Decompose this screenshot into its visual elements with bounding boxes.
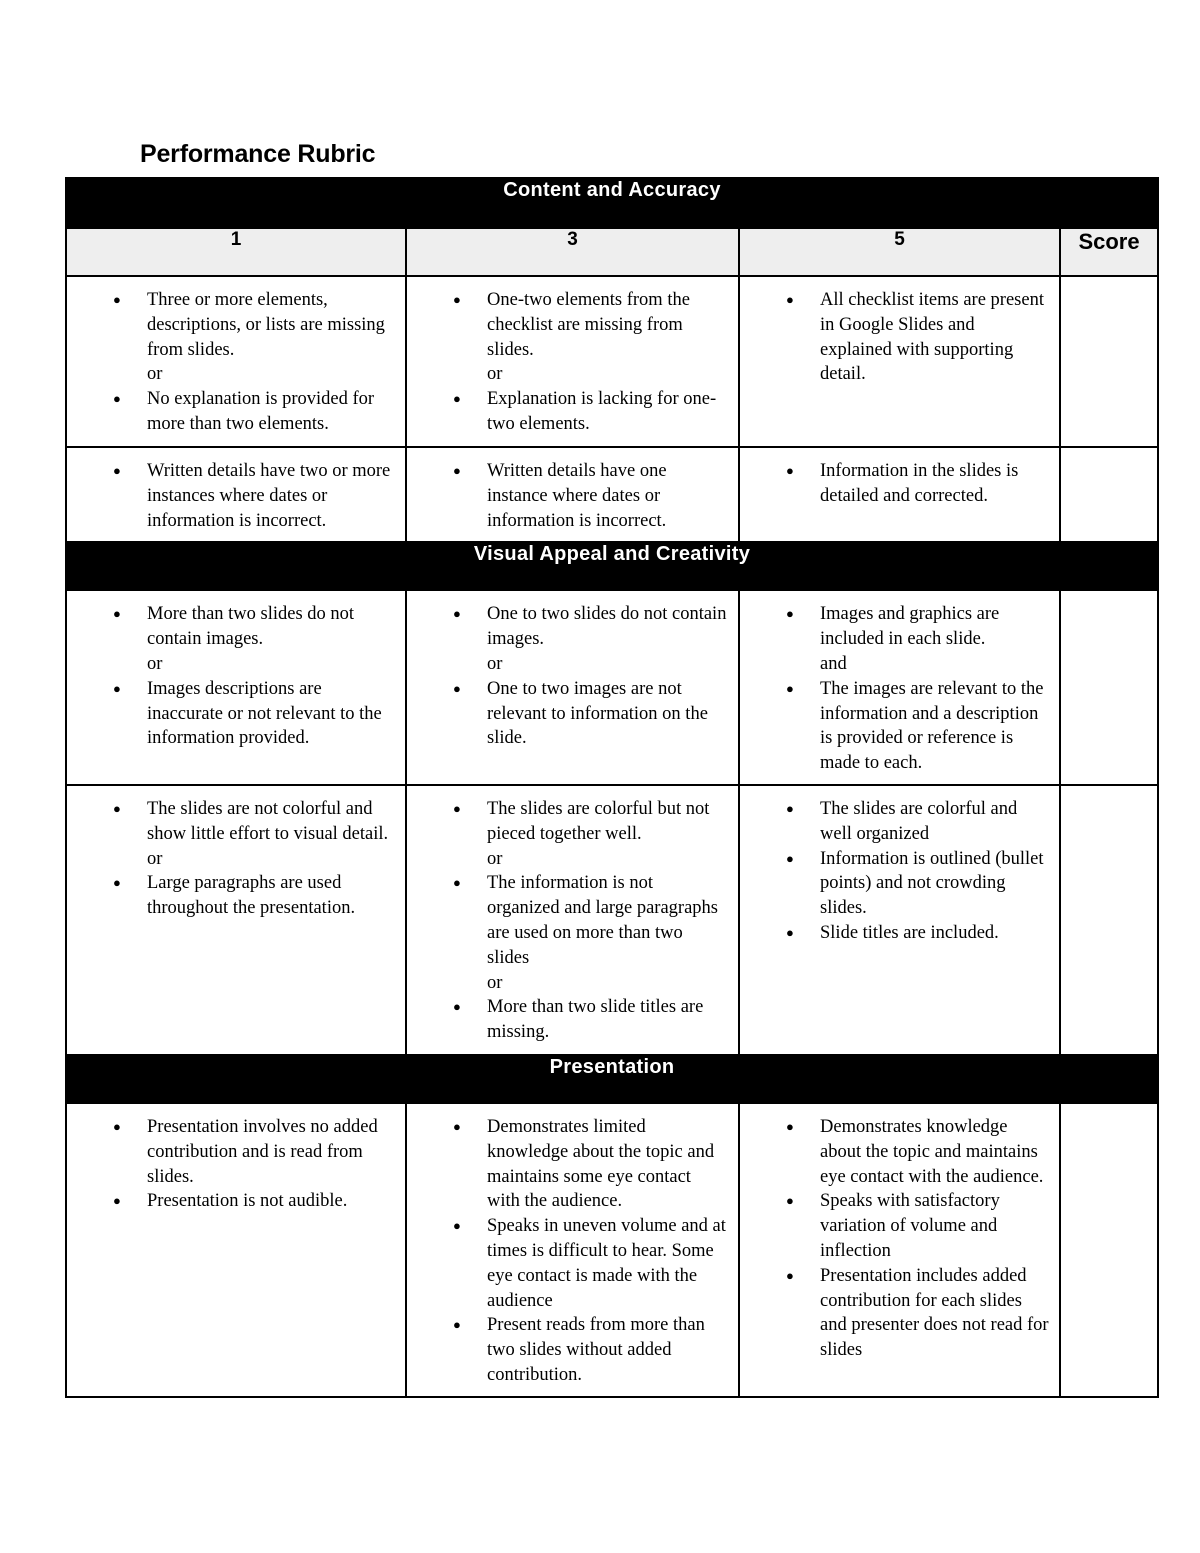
column-header-row	[66, 228, 1158, 276]
criteria-row	[66, 447, 1158, 542]
section-title: Presentation	[66, 1055, 1158, 1103]
criteria-bullet-item: ● No explanation is provided for more than two elements.	[67, 387, 395, 437]
criteria-bullet-item: ● Speaks with satisfactory variation of volume and inflection	[740, 1189, 1049, 1263]
criteria-bullet-item: ● Images descriptions are inaccurate or not relevant to the information provided.	[67, 677, 395, 751]
conjunction-text: or	[147, 653, 163, 674]
criteria-bullet-item: ● Written details have two or more instances where dates or information is incorrect.	[67, 459, 395, 533]
criteria-cell-level-3	[406, 1103, 739, 1397]
score-cell[interactable]	[1060, 276, 1158, 447]
score-cell[interactable]	[1060, 1103, 1158, 1397]
criteria-bullet-item: ● The slides are not colorful and show little effort to visual detail.	[67, 797, 395, 847]
criteria-bullet-item: ● Images and graphics are included in each slide.	[740, 602, 1049, 652]
criteria-list	[407, 288, 728, 437]
criteria-row	[66, 1103, 1158, 1397]
criteria-bullet-item: ● Written details have one instance where dates or information is incorrect.	[407, 459, 728, 533]
section-header-row	[66, 542, 1158, 590]
criteria-bullet-item: ● The images are relevant to the information and a description is provided or reference is made to each.	[740, 677, 1049, 776]
criteria-list	[740, 797, 1049, 946]
criteria-list	[407, 459, 728, 533]
criteria-cell-level-5	[739, 785, 1060, 1055]
criteria-bullet-item: ● Speaks in uneven volume and at times is difficult to hear. Some eye contact is made with the audience	[407, 1214, 728, 1313]
criteria-list	[740, 288, 1049, 387]
score-column-header: Score	[1060, 228, 1158, 276]
criteria-row	[66, 785, 1158, 1055]
criteria-cell-level-1	[66, 447, 406, 542]
criteria-bullet-item: ● Information is outlined (bullet points) and not crowding slides.	[740, 847, 1049, 921]
criteria-bullet-item: ● More than two slides do not contain images.	[67, 602, 395, 652]
level-column-header: 1	[66, 228, 406, 276]
criteria-bullet-item: ● One-two elements from the checklist are missing from slides.	[407, 288, 728, 362]
criteria-bullet-item: ● Explanation is lacking for one-two elements.	[407, 387, 728, 437]
section-title: Visual Appeal and Creativity	[66, 542, 1158, 590]
criteria-cell-level-5	[739, 1103, 1060, 1397]
criteria-row	[66, 276, 1158, 447]
criteria-bullet-item: ● The slides are colorful and well organized	[740, 797, 1049, 847]
criteria-cell-level-5	[739, 590, 1060, 785]
score-cell[interactable]	[1060, 590, 1158, 785]
criteria-bullet-item: ● One to two images are not relevant to information on the slide.	[407, 677, 728, 751]
criteria-list	[67, 797, 395, 921]
criteria-bullet-item: ● Present reads from more than two slides without added contribution.	[407, 1313, 728, 1387]
criteria-cell-level-5	[739, 276, 1060, 447]
criteria-cell-level-1	[66, 785, 406, 1055]
conjunction-text: or	[487, 653, 503, 674]
criteria-cell-level-3	[406, 276, 739, 447]
criteria-bullet-item: ● The information is not organized and large paragraphs are used on more than two slides	[407, 871, 728, 970]
criteria-list	[67, 459, 395, 533]
criteria-bullet-item: ● All checklist items are present in Google Slides and explained with supporting detail.	[740, 288, 1049, 387]
conjunction-text: or	[487, 848, 503, 869]
criteria-list	[407, 1115, 728, 1388]
section-header-row	[66, 1055, 1158, 1103]
criteria-bullet-item: ● Three or more elements, descriptions, or lists are missing from slides.	[67, 288, 395, 362]
criteria-cell-level-1	[66, 1103, 406, 1397]
criteria-row	[66, 590, 1158, 785]
criteria-list	[740, 1115, 1049, 1363]
criteria-bullet-item: ● Information in the slides is detailed and corrected.	[740, 459, 1049, 509]
conjunction-text: or	[147, 848, 163, 869]
level-column-header: 5	[739, 228, 1060, 276]
criteria-cell-level-3	[406, 785, 739, 1055]
criteria-bullet-item: ● Presentation includes added contribution for each slides and presenter does not read for slides	[740, 1264, 1049, 1363]
criteria-list	[67, 1115, 395, 1214]
criteria-cell-level-5	[739, 447, 1060, 542]
criteria-cell-level-3	[406, 447, 739, 542]
criteria-bullet-item: ● Presentation involves no added contribution and is read from slides.	[67, 1115, 395, 1189]
conjunction-text: or	[487, 972, 503, 993]
criteria-list	[67, 602, 395, 751]
criteria-bullet-item: ● Demonstrates knowledge about the topic and maintains eye contact with the audience.	[740, 1115, 1049, 1189]
criteria-bullet-item: ● One to two slides do not contain images.	[407, 602, 728, 652]
rubric-table	[65, 177, 1159, 1398]
score-cell[interactable]	[1060, 785, 1158, 1055]
criteria-list	[407, 602, 728, 751]
conjunction-text: and	[820, 653, 847, 674]
section-title: Content and Accuracy	[66, 178, 1158, 228]
criteria-bullet-item: ● Large paragraphs are used throughout the presentation.	[67, 871, 395, 921]
criteria-cell-level-1	[66, 590, 406, 785]
criteria-list	[407, 797, 728, 1045]
section-header-row	[66, 178, 1158, 228]
criteria-bullet-item: ● The slides are colorful but not pieced together well.	[407, 797, 728, 847]
conjunction-text: or	[147, 364, 163, 385]
score-cell[interactable]	[1060, 447, 1158, 542]
criteria-cell-level-3	[406, 590, 739, 785]
criteria-bullet-item: ● More than two slide titles are missing.	[407, 995, 728, 1045]
criteria-bullet-item: ● Demonstrates limited knowledge about the topic and maintains some eye contact with the audience.	[407, 1115, 728, 1214]
page-title: Performance Rubric	[140, 140, 376, 168]
criteria-list	[740, 602, 1049, 776]
criteria-bullet-item: ● Presentation is not audible.	[67, 1189, 395, 1214]
conjunction-text: or	[487, 364, 503, 385]
criteria-bullet-item: ● Slide titles are included.	[740, 921, 1049, 946]
criteria-list	[740, 459, 1049, 509]
criteria-list	[67, 288, 395, 437]
level-column-header: 3	[406, 228, 739, 276]
criteria-cell-level-1	[66, 276, 406, 447]
